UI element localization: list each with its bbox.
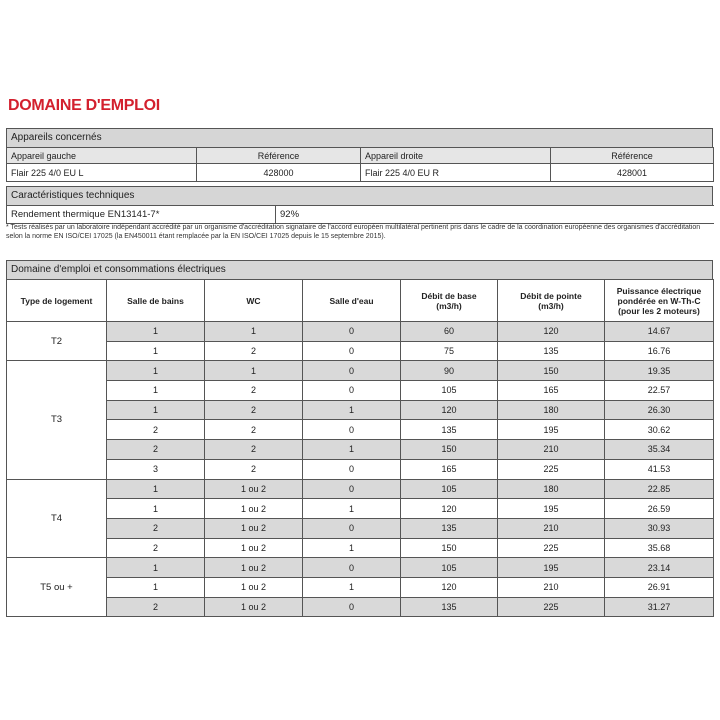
table-cell: 135: [401, 597, 498, 617]
type-logement-cell: T4: [7, 479, 107, 558]
caracteristiques-table: [6, 205, 714, 224]
table-row: [7, 420, 714, 440]
type-logement-cell: T5 ou +: [7, 558, 107, 617]
type-logement-cell: T2: [7, 322, 107, 361]
domaine-table: [6, 279, 714, 617]
table-cell: 195: [498, 558, 605, 578]
table-cell: 16.76: [605, 341, 714, 361]
table-cell: 1: [107, 499, 205, 519]
appareils-heading: Appareils concernés: [6, 128, 713, 148]
table-cell: 0: [303, 322, 401, 342]
table-cell: 23.14: [605, 558, 714, 578]
table-cell: 26.91: [605, 577, 714, 597]
table-row: [7, 479, 714, 499]
table-cell: 1: [303, 538, 401, 558]
table-cell: 1: [107, 577, 205, 597]
table-cell: 1: [303, 400, 401, 420]
table-cell: 35.68: [605, 538, 714, 558]
table-cell: 31.27: [605, 597, 714, 617]
table-cell: 1: [303, 577, 401, 597]
table-row: [7, 597, 714, 617]
table-cell: 1: [107, 400, 205, 420]
table-cell: 150: [401, 538, 498, 558]
table-cell: 1 ou 2: [205, 558, 303, 578]
table-cell: 210: [498, 440, 605, 460]
table-cell: 1: [107, 341, 205, 361]
table-row: [7, 361, 714, 381]
table-cell: 2: [107, 597, 205, 617]
table-cell: 210: [498, 518, 605, 538]
table-row: [7, 322, 714, 342]
table-cell: 0: [303, 381, 401, 401]
appareils-table: [6, 147, 714, 182]
table-cell: 195: [498, 499, 605, 519]
rendement-value: 92%: [276, 206, 714, 224]
left-device-ref: 428000: [197, 164, 361, 182]
table-cell: 105: [401, 558, 498, 578]
table-cell: 120: [401, 499, 498, 519]
table-cell: 0: [303, 597, 401, 617]
domaine-heading: Domaine d'emploi et consommations électriques: [6, 260, 713, 280]
page-title: DOMAINE D'EMPLOI: [8, 97, 160, 114]
table-cell: 1 ou 2: [205, 518, 303, 538]
table-cell: 2: [205, 459, 303, 479]
rendement-label: Rendement thermique EN13141-7*: [7, 206, 276, 224]
table-cell: 1 ou 2: [205, 577, 303, 597]
table-cell: 0: [303, 479, 401, 499]
right-device-name: Flair 225 4/0 EU R: [361, 164, 551, 182]
table-cell: 14.67: [605, 322, 714, 342]
table-cell: 2: [205, 341, 303, 361]
table-cell: 1: [303, 440, 401, 460]
table-cell: 225: [498, 597, 605, 617]
table-row: [7, 518, 714, 538]
table-cell: 180: [498, 479, 605, 499]
table-cell: 60: [401, 322, 498, 342]
col-reference-droite: Référence: [551, 148, 714, 164]
table-cell: 120: [401, 400, 498, 420]
table-cell: 0: [303, 420, 401, 440]
table-cell: 165: [401, 459, 498, 479]
table-cell: 1: [107, 558, 205, 578]
table-cell: 1: [205, 322, 303, 342]
col-debit-base: Débit de base (m3/h): [401, 280, 498, 322]
type-logement-cell: T3: [7, 361, 107, 479]
col-puissance: Puissance électrique pondérée en W-Th-C (pour les 2 moteurs): [605, 280, 714, 322]
table-cell: 1 ou 2: [205, 479, 303, 499]
table-cell: 2: [205, 381, 303, 401]
table-cell: 3: [107, 459, 205, 479]
table-row: [7, 400, 714, 420]
table-cell: 19.35: [605, 361, 714, 381]
table-cell: 1 ou 2: [205, 597, 303, 617]
table-cell: 22.85: [605, 479, 714, 499]
table-cell: 22.57: [605, 381, 714, 401]
col-wc: WC: [205, 280, 303, 322]
table-cell: 1 ou 2: [205, 499, 303, 519]
col-reference-gauche: Référence: [197, 148, 361, 164]
table-cell: 2: [107, 420, 205, 440]
table-row: [7, 341, 714, 361]
table-cell: 135: [401, 518, 498, 538]
table-cell: 105: [401, 381, 498, 401]
col-salle-de-bains: Salle de bains: [107, 280, 205, 322]
table-cell: 135: [401, 420, 498, 440]
table-cell: 0: [303, 518, 401, 538]
table-cell: 180: [498, 400, 605, 420]
table-cell: 30.62: [605, 420, 714, 440]
table-cell: 2: [107, 538, 205, 558]
table-row: [7, 459, 714, 479]
caracteristiques-heading: Caractéristiques techniques: [6, 186, 713, 206]
table-row: [7, 381, 714, 401]
table-cell: 195: [498, 420, 605, 440]
table-cell: 1: [107, 361, 205, 381]
table-cell: 210: [498, 577, 605, 597]
col-type-logement: Type de logement: [7, 280, 107, 322]
table-cell: 1: [107, 322, 205, 342]
table-cell: 2: [205, 420, 303, 440]
table-cell: 1: [205, 361, 303, 381]
table-row: [7, 558, 714, 578]
table-cell: 30.93: [605, 518, 714, 538]
table-cell: 26.30: [605, 400, 714, 420]
table-cell: 225: [498, 459, 605, 479]
table-cell: 90: [401, 361, 498, 381]
table-cell: 1: [107, 479, 205, 499]
right-device-ref: 428001: [551, 164, 714, 182]
footnote: * Tests réalisés par un laboratoire indépendant accrédité par un organisme d'accréditation signataire de l'accord européen multilatéral pertinent pris dans le cadre de la coordination européenne des organismes d'accréditation selon la norme EN ISO/CEI 17025 (la EN450011 étant remplacée par la EN ISO/CEI 17025 depuis le 15 septembre 2015).: [6, 224, 701, 240]
table-row: [7, 577, 714, 597]
table-cell: 120: [498, 322, 605, 342]
table-cell: 1: [107, 381, 205, 401]
table-cell: 2: [205, 400, 303, 420]
table-cell: 120: [401, 577, 498, 597]
table-cell: 75: [401, 341, 498, 361]
table-cell: 26.59: [605, 499, 714, 519]
table-cell: 1 ou 2: [205, 538, 303, 558]
table-cell: 0: [303, 361, 401, 381]
table-cell: 165: [498, 381, 605, 401]
left-device-name: Flair 225 4/0 EU L: [7, 164, 197, 182]
table-cell: 0: [303, 558, 401, 578]
table-cell: 150: [401, 440, 498, 460]
col-salle-deau: Salle d'eau: [303, 280, 401, 322]
table-cell: 2: [107, 440, 205, 460]
table-cell: 105: [401, 479, 498, 499]
table-cell: 1: [303, 499, 401, 519]
table-row: [7, 538, 714, 558]
table-cell: 2: [107, 518, 205, 538]
table-cell: 0: [303, 459, 401, 479]
col-debit-pointe: Débit de pointe (m3/h): [498, 280, 605, 322]
table-cell: 150: [498, 361, 605, 381]
table-cell: 135: [498, 341, 605, 361]
col-appareil-droite: Appareil droite: [361, 148, 551, 164]
table-cell: 41.53: [605, 459, 714, 479]
table-cell: 2: [205, 440, 303, 460]
col-appareil-gauche: Appareil gauche: [7, 148, 197, 164]
table-row: [7, 499, 714, 519]
table-cell: 0: [303, 341, 401, 361]
table-cell: 225: [498, 538, 605, 558]
table-row: [7, 440, 714, 460]
table-cell: 35.34: [605, 440, 714, 460]
